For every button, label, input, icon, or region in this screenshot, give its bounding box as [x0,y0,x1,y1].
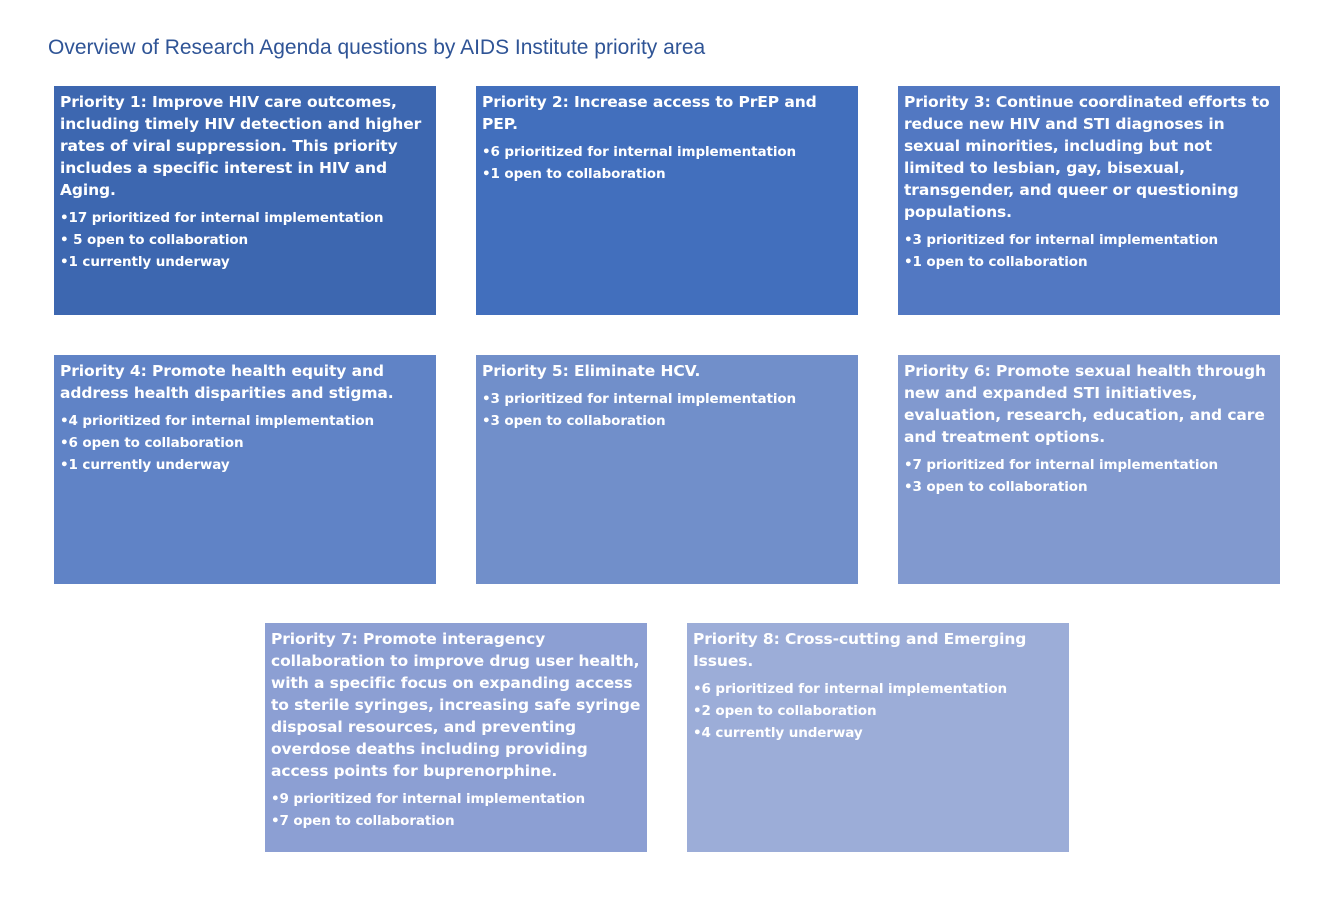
priority-heading: Priority 1: Improve HIV care outcomes, including timely HIV detection and higher rates of viral suppression. This priority includes a specific interest in HIV and Aging. [60,93,422,199]
priority-stats-list [693,678,1063,744]
priority-box-6 [898,355,1280,584]
stat-item: • 3 open to collaboration [482,410,852,432]
stat-item: • 7 open to collaboration [271,810,641,832]
stat-item: • 17 prioritized for internal implementation [60,207,430,229]
priority-box-8 [687,623,1069,852]
stat-item: • 6 prioritized for internal implementation [693,678,1063,700]
stat-item: • 3 prioritized for internal implementation [904,229,1274,251]
priority-stats-list [60,207,430,273]
priority-stats-list [482,388,852,432]
stat-item: • 1 currently underway [60,454,430,476]
stat-item: • 5 open to collaboration [60,229,430,251]
stat-item: • 4 currently underway [693,722,1063,744]
priority-heading: Priority 4: Promote health equity and address health disparities and stigma. [60,362,394,402]
priority-box-1 [54,86,436,315]
priority-box-5 [476,355,858,584]
priority-stats-list [482,141,852,185]
stat-item: • 3 prioritized for internal implementation [482,388,852,410]
priority-box-2 [476,86,858,315]
stat-item: • 1 open to collaboration [904,251,1274,273]
priority-heading: Priority 2: Increase access to PrEP and PEP. [482,93,817,133]
priority-heading: Priority 3: Continue coordinated efforts to reduce new HIV and STI diagnoses in sexual minorities, including but not limited to lesbian, gay, bisexual, transgender, and queer or questioning populations. [904,93,1270,221]
priority-stats-list [271,788,641,832]
stat-item: • 6 prioritized for internal implementation [482,141,852,163]
stat-item: • 1 open to collaboration [482,163,852,185]
priority-stats-list [60,410,430,476]
priority-stats-list [904,454,1274,498]
priority-box-4 [54,355,436,584]
stat-item: • 6 open to collaboration [60,432,430,454]
priority-heading: Priority 5: Eliminate HCV. [482,362,701,380]
priority-heading: Priority 7: Promote interagency collaboration to improve drug user health, with a specific focus on expanding access to sterile syringes, increasing safe syringe disposal resources, and preventing overdose deaths including providing access points for buprenorphine. [271,630,641,780]
priority-box-7 [265,623,647,852]
stat-item: • 9 prioritized for internal implementation [271,788,641,810]
stat-item: • 7 prioritized for internal implementation [904,454,1274,476]
priority-heading: Priority 8: Cross-cutting and Emerging Issues. [693,630,1027,670]
page-title: Overview of Research Agenda questions by AIDS Institute priority area [48,36,706,59]
stat-item: • 3 open to collaboration [904,476,1274,498]
stat-item: • 4 prioritized for internal implementation [60,410,430,432]
stat-item: • 1 currently underway [60,251,430,273]
priority-box-3 [898,86,1280,315]
stat-item: • 2 open to collaboration [693,700,1063,722]
priority-stats-list [904,229,1274,273]
priority-heading: Priority 6: Promote sexual health through new and expanded STI initiatives, evaluation, research, education, and care and treatment options. [904,362,1266,446]
